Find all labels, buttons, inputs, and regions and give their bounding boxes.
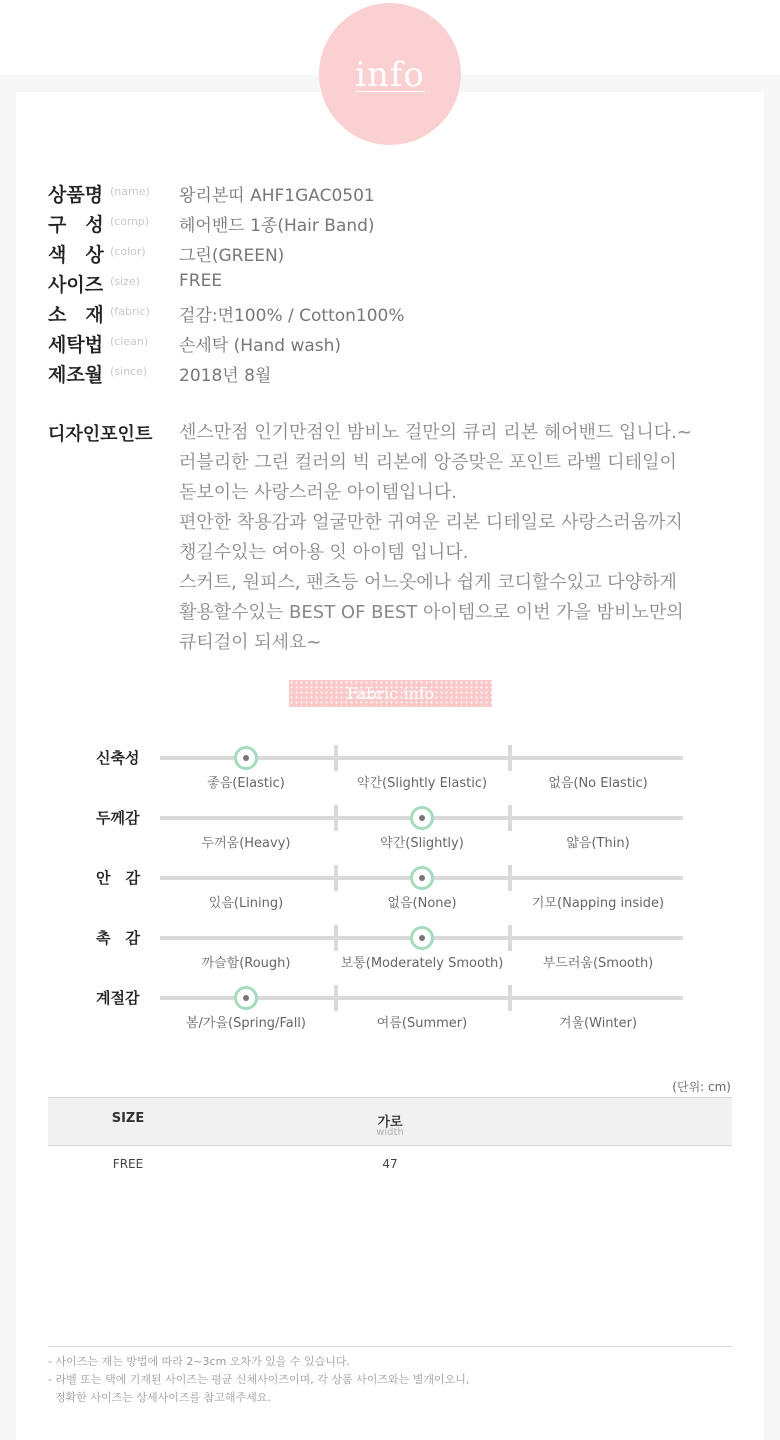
- spec-sub: (fabric): [110, 305, 150, 318]
- spec-value: 손세탁 (Hand wash): [179, 336, 342, 356]
- fabric-scale-label: 촉 감: [96, 929, 140, 947]
- spec-row-comp: [48, 210, 748, 240]
- spec-value: 2018년 8월: [179, 366, 272, 386]
- fabric-scale-tick: [508, 745, 512, 771]
- spec-row-fabric: [48, 300, 748, 330]
- width-cell: 47: [382, 1157, 398, 1171]
- width-column-subheader: width: [376, 1127, 404, 1138]
- fabric-scale-tick: [334, 925, 338, 951]
- fabric-scale-option: 까슬함(Rough): [201, 956, 291, 971]
- fabric-scale-option: 있음(Lining): [208, 896, 284, 911]
- spec-label: 소 재: [48, 304, 104, 326]
- design-point-line: 돋보이는 사랑스러운 아이템입니다.: [179, 482, 457, 503]
- fabric-scale-tick: [334, 865, 338, 891]
- spec-label: 상품명: [48, 184, 104, 206]
- spec-value: 겉감:면100% / Cotton100%: [179, 306, 405, 326]
- fabric-scale-row: [0, 989, 780, 1046]
- spec-sub: (name): [110, 185, 150, 198]
- fabric-scale-label: 계절감: [96, 989, 140, 1007]
- fabric-scale-label: 두께감: [96, 809, 140, 827]
- info-title: info: [355, 55, 425, 95]
- fabric-scale-tick: [334, 985, 338, 1011]
- fabric-scale-option: 여름(Summer): [376, 1016, 468, 1031]
- fabric-scale-selected-dot: [410, 866, 434, 890]
- spec-value: 그린(GREEN): [179, 246, 285, 266]
- spec-row-since: [48, 360, 748, 390]
- note-line: - 라벨 또는 택에 기재된 사이즈는 평균 신체사이즈이며, 각 상품 사이즈와는 별개이오니,: [48, 1373, 470, 1386]
- fabric-scale-tick: [508, 985, 512, 1011]
- design-point-text: [179, 418, 739, 658]
- notes-divider: [48, 1346, 732, 1347]
- fabric-scale-option: 좋음(Elastic): [207, 776, 285, 791]
- fabric-scale-track: [160, 996, 683, 1000]
- spec-sub: (comp): [110, 215, 150, 228]
- fabric-scale-option: 약간(Slightly): [380, 836, 464, 851]
- design-point-line: 활용할수있는 BEST OF BEST 아이템으로 이번 가을 밤비노만의: [179, 602, 684, 623]
- fabric-scale-row: [0, 749, 780, 806]
- design-point-line: 큐티걸이 되세요~: [179, 632, 322, 653]
- fabric-scale-option: 없음(None): [387, 896, 457, 911]
- spec-label: 사이즈: [48, 274, 104, 296]
- spec-sub: (color): [110, 245, 146, 258]
- spec-value: 왕리본띠 AHF1GAC0501: [179, 186, 375, 206]
- spec-row-name: [48, 180, 748, 210]
- spec-row-color: [48, 240, 748, 270]
- fabric-scale-option: 보통(Moderately Smooth): [340, 956, 504, 971]
- design-point-line: 러블리한 그린 컬러의 빅 리본에 앙증맞은 포인트 라벨 디테일이: [179, 452, 677, 473]
- spec-sub: (size): [110, 275, 140, 288]
- fabric-scale-option: 기모(Napping inside): [531, 896, 665, 911]
- info-badge: [319, 3, 461, 145]
- fabric-scale-tick: [508, 805, 512, 831]
- design-point-line: 스커트, 원피스, 팬츠등 어느옷에나 쉽게 코디할수있고 다양하게: [179, 572, 677, 593]
- fabric-scale-label: 신축성: [96, 749, 140, 767]
- fabric-scale-option: 약간(Slightly Elastic): [356, 776, 488, 791]
- spec-label: 세탁법: [48, 334, 104, 356]
- spec-label: 색 상: [48, 244, 104, 266]
- fabric-scale-track: [160, 756, 683, 760]
- fabric-scale-option: 얇음(Thin): [566, 836, 630, 851]
- fabric-scale-track: [160, 936, 683, 940]
- fabric-info-title: Fabric info: [346, 684, 435, 703]
- fabric-info-badge: [289, 680, 492, 707]
- size-column-header: SIZE: [111, 1111, 145, 1126]
- fabric-scale-option: 봄/가을(Spring/Fall): [185, 1016, 306, 1031]
- note-line: - 사이즈는 재는 방법에 따라 2~3cm 오차가 있을 수 있습니다.: [48, 1355, 351, 1368]
- size-unit: (단위: cm): [672, 1080, 731, 1094]
- size-table-header: [48, 1097, 732, 1146]
- spec-sub: (since): [110, 365, 148, 378]
- fabric-scale-row: [0, 809, 780, 866]
- spec-row-size: [48, 270, 748, 300]
- fabric-scale-tick: [334, 805, 338, 831]
- fabric-scale-selected-dot: [234, 986, 258, 1010]
- spec-label: 제조월: [48, 364, 104, 386]
- spec-value: 헤어밴드 1종(Hair Band): [179, 216, 375, 236]
- design-point-label: 디자인포인트: [48, 424, 153, 445]
- width-column-header: 가로: [377, 1115, 403, 1130]
- size-cell: FREE: [112, 1157, 144, 1171]
- fabric-scale-option: 겨울(Winter): [558, 1016, 638, 1031]
- note-line: 정확한 사이즈는 상세사이즈를 참고해주세요.: [48, 1391, 271, 1404]
- spec-value: FREE: [179, 271, 223, 291]
- fabric-scale-row: [0, 929, 780, 986]
- fabric-scale-tick: [508, 925, 512, 951]
- design-point-line: 센스만점 인기만점인 밤비노 걸만의 큐리 리본 헤어밴드 입니다.~: [179, 422, 692, 443]
- fabric-scale-track: [160, 876, 683, 880]
- design-point-line: 챙길수있는 여아용 잇 아이템 입니다.: [179, 542, 469, 563]
- fabric-scale-selected-dot: [410, 926, 434, 950]
- fabric-scale-row: [0, 869, 780, 926]
- fabric-scale-tick: [334, 745, 338, 771]
- spec-label: 구 성: [48, 214, 104, 236]
- design-point-line: 편안한 착용감과 얼굴만한 귀여운 리본 디테일로 사랑스러움까지: [179, 512, 683, 533]
- fabric-scale-tick: [508, 865, 512, 891]
- fabric-scale-selected-dot: [234, 746, 258, 770]
- fabric-scale-label: 안 감: [96, 869, 140, 887]
- fabric-scale-track: [160, 816, 683, 820]
- fabric-scale-option: 두꺼움(Heavy): [201, 836, 291, 851]
- spec-sub: (clean): [110, 335, 149, 348]
- fabric-scale-option: 없음(No Elastic): [548, 776, 648, 791]
- fabric-scale-selected-dot: [410, 806, 434, 830]
- fabric-scale-option: 부드러움(Smooth): [542, 956, 654, 971]
- spec-row-clean: [48, 330, 748, 360]
